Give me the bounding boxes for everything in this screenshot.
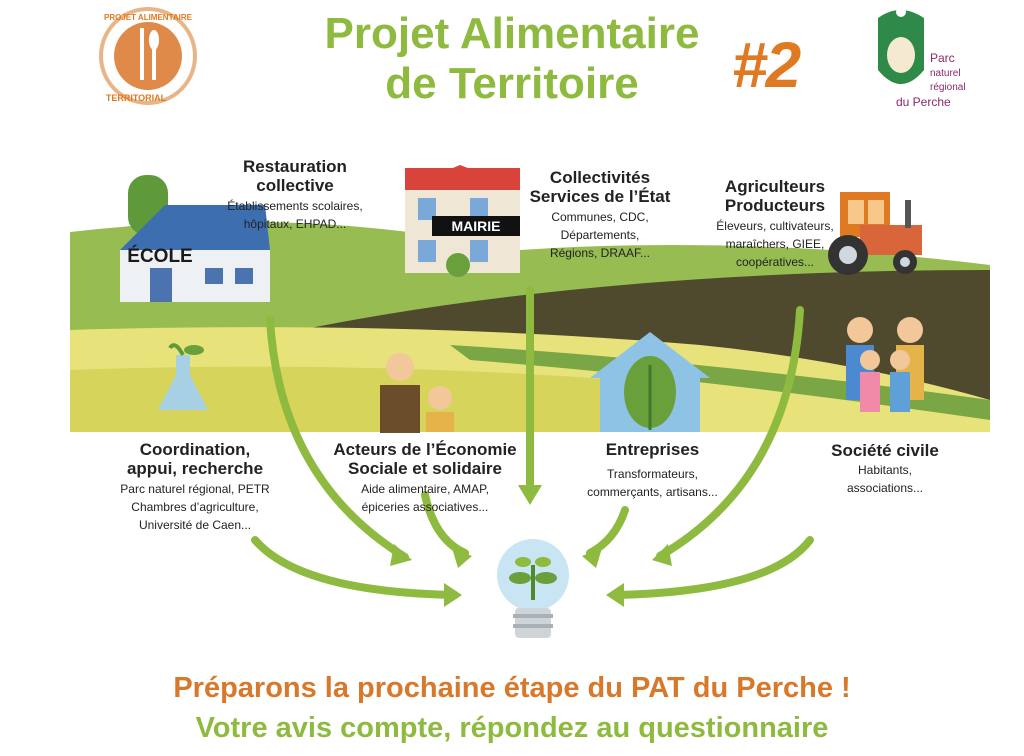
collectivites-title2: Services de l’État [529, 187, 671, 206]
societe-desc1: Habitants, [857, 463, 913, 477]
agriculteurs-desc1: Éleveurs, cultivateurs, [716, 219, 834, 233]
agriculteurs-desc2: maraîchers, GIEE, [725, 237, 825, 251]
lightbulb-icon [497, 539, 569, 638]
edition-number: #2 [732, 29, 800, 101]
title-line1: Projet Alimentaire [324, 9, 700, 58]
coordination-desc3: Université de Caen... [138, 518, 252, 532]
collectivites-desc2: Départements, [560, 228, 640, 242]
societe-title1: Société civile [831, 441, 939, 460]
entreprises-desc2: commerçants, artisans... [587, 485, 718, 499]
restauration-desc1: Établissements scolaires, [227, 199, 363, 213]
group-entreprises [570, 440, 735, 500]
mairie-building [405, 165, 520, 277]
coordination-desc1: Parc naturel régional, PETR [120, 482, 270, 496]
title-line2: de Territoire [385, 59, 639, 108]
collectivites-desc3: Régions, DRAAF... [549, 246, 651, 260]
parc-line3: régional [930, 82, 966, 93]
parc-line1: Parc [930, 51, 955, 65]
logo-top-text: PROJET ALIMENTAIRE [103, 13, 193, 22]
societe-desc2: associations... [846, 481, 924, 495]
ess-desc1: Aide alimentaire, AMAP, [361, 482, 489, 496]
logo-bottom-text: TERRITORIAL [105, 93, 167, 103]
call-to-action-line2[interactable]: Votre avis compte, répondez au questionnaire [195, 712, 829, 744]
agriculteurs-title2: Producteurs [724, 196, 826, 215]
coordination-title1: Coordination, [139, 440, 251, 459]
school-sign: ÉCOLE [127, 246, 193, 267]
restauration-desc2: hôpitaux, EHPAD... [243, 217, 347, 231]
coordination-title2: appui, recherche [126, 459, 264, 478]
restauration-title1: Restauration [243, 157, 347, 176]
group-agriculteurs [690, 177, 860, 270]
agriculteurs-desc3: coopératives... [735, 255, 815, 269]
group-societe [805, 441, 965, 496]
collectivites-desc1: Communes, CDC, [551, 210, 649, 224]
mairie-sign: MAIRIE [451, 218, 501, 234]
call-to-action-line1: Préparons la prochaine étape du PAT du Perche ! [173, 672, 851, 704]
ess-title2: Sociale et solidaire [347, 459, 502, 478]
group-ess [310, 440, 540, 515]
group-coordination [100, 440, 290, 533]
restauration-title2: collective [256, 176, 334, 195]
group-collectivites [520, 168, 680, 261]
entreprises-desc1: Transformateurs, [607, 467, 698, 481]
parc-line2: naturel [930, 68, 961, 79]
parc-line4: du Perche [896, 95, 951, 109]
ess-desc2: épiceries associatives... [361, 500, 489, 514]
ess-title1: Acteurs de l’Économie [333, 440, 517, 459]
coordination-desc2: Chambres d’agriculture, [131, 500, 259, 514]
agriculteurs-title1: Agriculteurs [724, 177, 826, 196]
entreprises-title1: Entreprises [605, 440, 700, 459]
collectivites-title1: Collectivités [549, 168, 651, 187]
group-restauration [205, 157, 385, 232]
